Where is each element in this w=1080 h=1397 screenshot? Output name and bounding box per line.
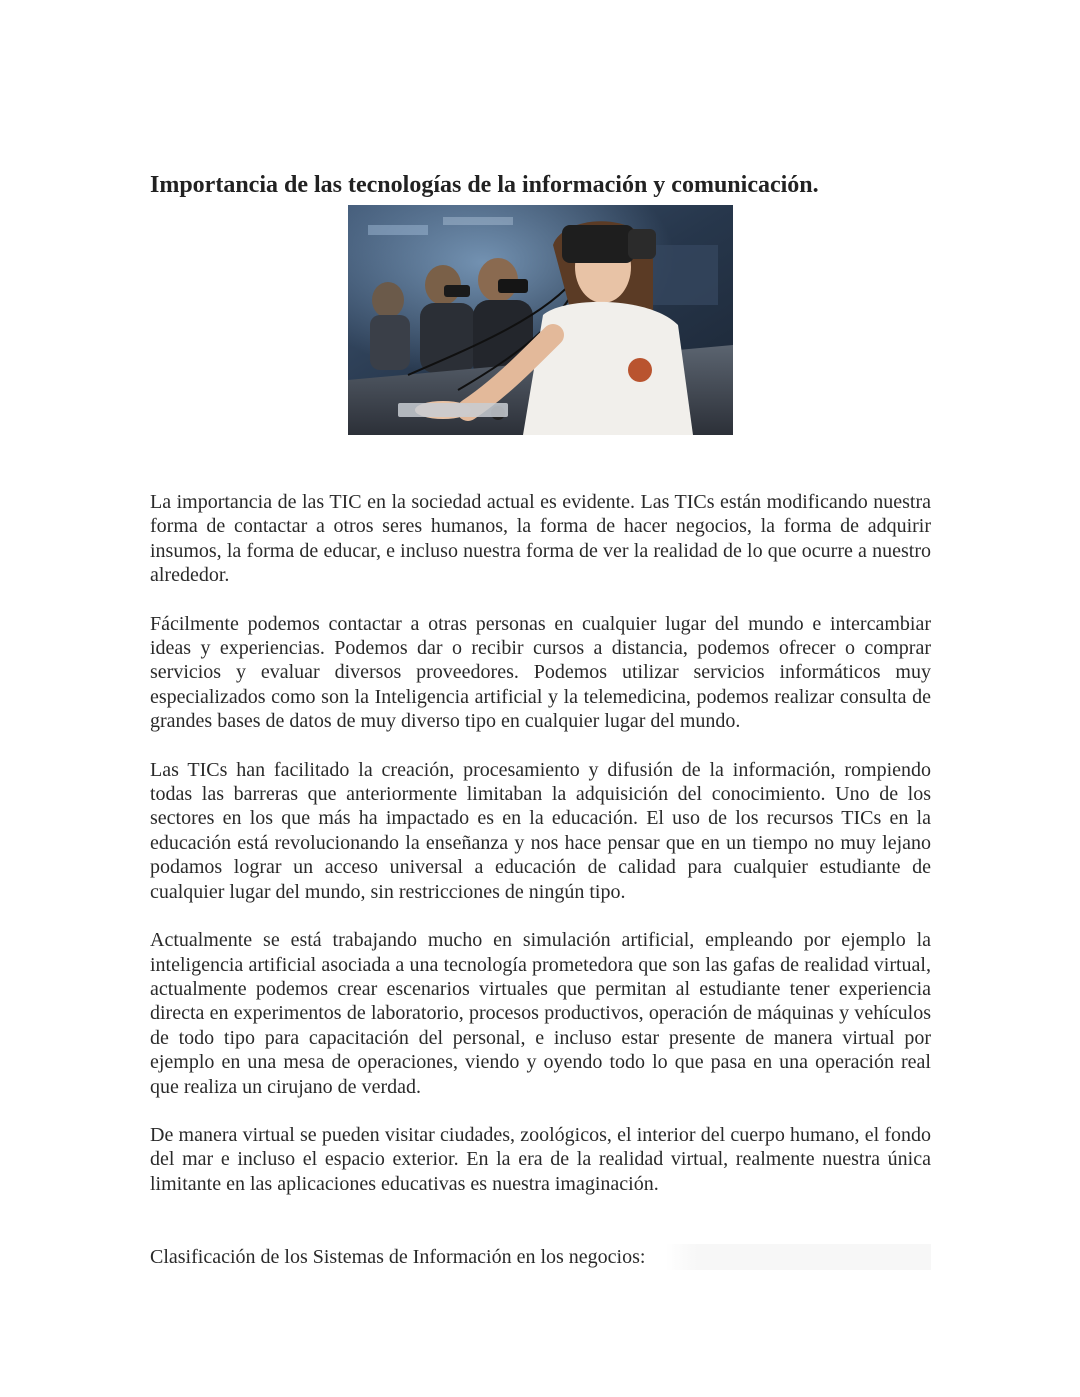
paragraph-5: De manera virtual se pueden visitar ciudades, zoológicos, el interior del cuerpo humano, el fondo del mar e incluso el espacio exterior. En la era de la realidad virtual, realmente nuestra única limitante en las aplicaciones educativas es nuestra imaginación. xyxy=(150,1123,931,1195)
paragraph-1: La importancia de las TIC en la sociedad actual es evidente. Las TICs están modificando nuestra forma de contactar a otros seres humanos, la forma de hacer negocios, la forma de adquirir insumos, la forma de educar, e incluso nuestra forma de ver la realidad de lo que ocurre a nuestro alrededor. xyxy=(150,491,931,587)
document-title: Importancia de las tecnologías de la información y comunicación. xyxy=(150,172,819,198)
section-heading: Clasificación de los Sistemas de Información en los negocios: xyxy=(150,1244,931,1270)
vr-headset-photo xyxy=(348,205,733,435)
paragraph-4: Actualmente se está trabajando mucho en simulación artificial, empleando por ejemplo la inteligencia artificial asociada a una tecnología prometedora que son las gafas de realidad virtual, actualmente podemos crear escenarios virtuales que permitan al estudiante tener experiencia directa en experimentos de laboratorio, procesos productivos, operación de máquinas y vehículos de todo tipo para capacitación del personal, e incluso estar presente de manera virtual por ejemplo en una mesa de operaciones, viendo y oyendo todo lo que pasa en una operación real que realiza un cirujano de verdad. xyxy=(150,929,931,1098)
paragraph-3: Las TICs han facilitado la creación, procesamiento y difusión de la información, rompiendo todas las barreras que anteriormente limitaban la adquisición del conocimiento. Uno de los sectores en los que más ha impactado es en la educación. El uso de los recursos TICs en la educación está revolucionando la enseñanza y nos hace pensar que en un tiempo no muy lejano podamos lograr un acceso universal a educación de calidad para cualquier estudiante de cualquier lugar del mundo, sin restricciones de ningún tipo. xyxy=(150,758,931,903)
paragraph-2: Fácilmente podemos contactar a otras personas en cualquier lugar del mundo e intercambiar ideas y experiencias. Podemos dar o recibir cursos a distancia, podemos ofrecer o comprar servicios y evaluar diversos proveedores. Podemos utilizar servicios informáticos muy especializados como son la Inteligencia artificial y la telemedicina, podemos realizar consulta de grandes bases de datos de muy diverso tipo en cualquier lugar del mundo. xyxy=(150,612,931,733)
document-body xyxy=(150,490,931,1220)
